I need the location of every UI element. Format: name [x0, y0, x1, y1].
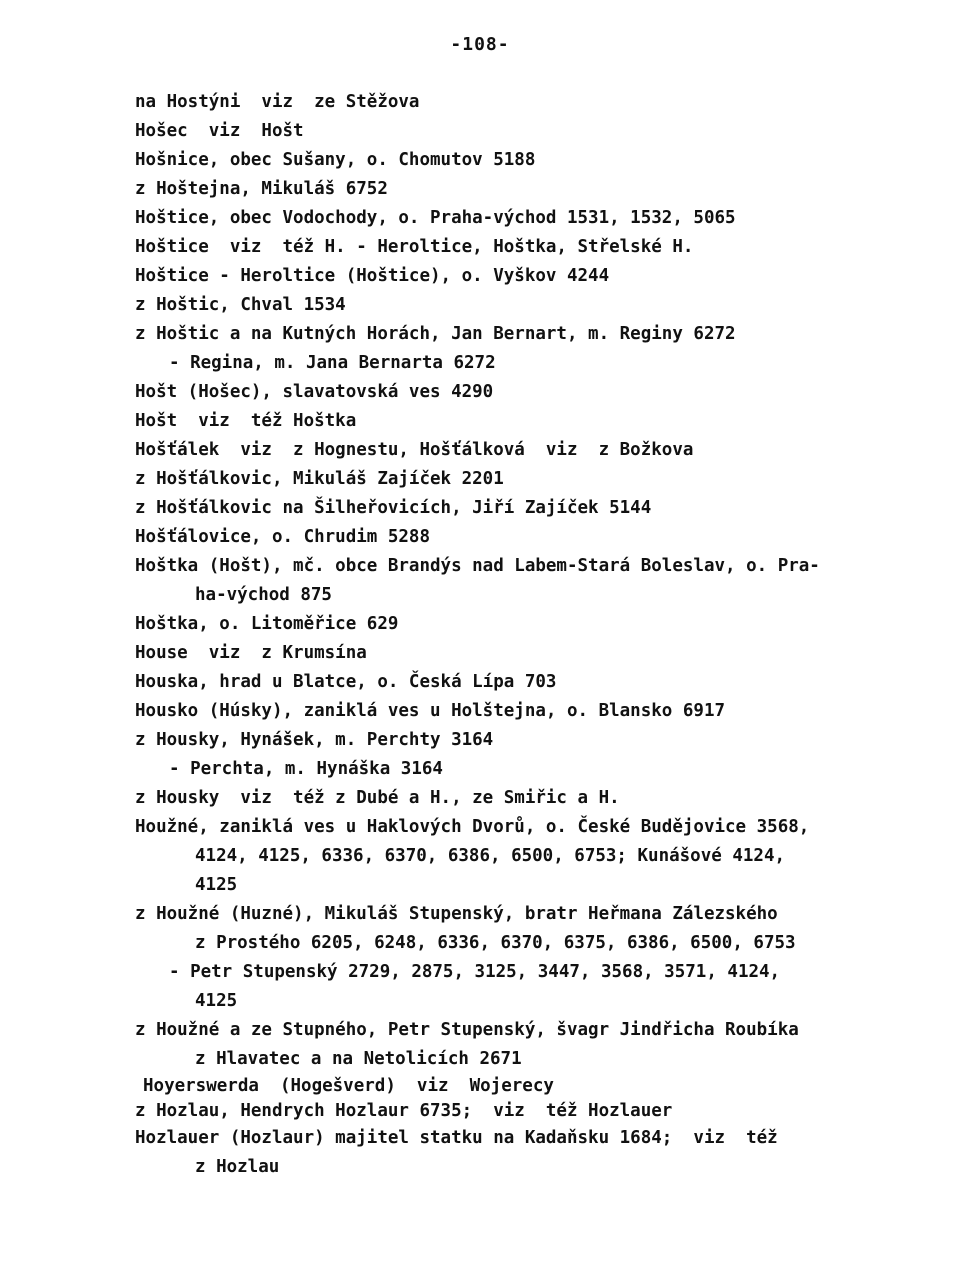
index-entry: z Hoštejna, Mikuláš 6752 — [135, 179, 388, 199]
index-entry-continuation: z Prostého 6205, 6248, 6336, 6370, 6375, 6386, 6500, 6753 — [195, 933, 796, 953]
index-entry-continuation: ha-východ 875 — [195, 585, 332, 605]
index-entry: na Hostýni viz ze Stěžova — [135, 92, 420, 112]
index-entries — [135, 88, 895, 1182]
index-entry: z Hošťálkovic na Šilheřovicích, Jiří Zajíček 5144 — [135, 498, 652, 518]
index-entry-continuation: 4124, 4125, 6336, 6370, 6386, 6500, 6753; Kunášové 4124, — [195, 846, 786, 866]
index-entry: Hoštka, o. Litoměřice 629 — [135, 614, 399, 634]
index-entry: z Hoštic, Chval 1534 — [135, 295, 346, 315]
index-entry: Hoštice, obec Vodochody, o. Praha-východ 1531, 1532, 5065 — [135, 208, 736, 228]
index-entry: Hoštice viz též H. - Heroltice, Hoštka, Střelské H. — [135, 237, 694, 257]
index-entry-continuation: - Regina, m. Jana Bernarta 6272 — [169, 353, 496, 373]
index-entry: z Hoštic a na Kutných Horách, Jan Bernart, m. Reginy 6272 — [135, 324, 736, 344]
index-entry: Hošec viz Hošt — [135, 121, 304, 141]
index-entry: z Hošťálkovic, Mikuláš Zajíček 2201 — [135, 469, 504, 489]
index-entry-continuation: - Perchta, m. Hynáška 3164 — [169, 759, 443, 779]
index-entry: Housko (Húsky), zaniklá ves u Holštejna, o. Blansko 6917 — [135, 701, 726, 721]
index-entry: House viz z Krumsína — [135, 643, 367, 663]
index-entry: Hošťálovice, o. Chrudim 5288 — [135, 527, 431, 547]
index-entry-continuation: - Petr Stupenský 2729, 2875, 3125, 3447, 3568, 3571, 4124, — [169, 962, 781, 982]
index-entry: Hoštice - Heroltice (Hoštice), o. Vyškov 4244 — [135, 266, 610, 286]
index-entry: Hošt viz též Hoštka — [135, 411, 357, 431]
index-entry: Hoštka (Hošt), mč. obce Brandýs nad Labem-Stará Boleslav, o. Pra- — [135, 556, 820, 576]
index-entry: z Houžné (Huzné), Mikuláš Stupenský, bratr Heřmana Zálezského — [135, 904, 778, 924]
index-entry: Hozlauer (Hozlaur) majitel statku na Kadaňsku 1684; viz též — [135, 1128, 778, 1148]
index-entry-continuation: z Hlavatec a na Netolicích 2671 — [195, 1049, 522, 1069]
index-entry: Hoyerswerda (Hogešverd) viz Wojerecy — [143, 1076, 554, 1096]
index-entry-continuation: 4125 — [195, 991, 238, 1011]
index-entry: Hošťálek viz z Hognestu, Hošťálková viz z Božkova — [135, 440, 694, 460]
index-entry-continuation: 4125 — [195, 875, 238, 895]
index-entry: z Housky, Hynášek, m. Perchty 3164 — [135, 730, 494, 750]
index-entry: z Housky viz též z Dubé a H., ze Smiřic a H. — [135, 788, 620, 808]
index-entry: Houska, hrad u Blatce, o. Česká Lípa 703 — [135, 672, 557, 692]
index-entry: Hošt (Hošec), slavatovská ves 4290 — [135, 382, 494, 402]
index-entry: Hošnice, obec Sušany, o. Chomutov 5188 — [135, 150, 536, 170]
index-entry: z Hozlau, Hendrych Hozlaur 6735; viz též Hozlauer — [135, 1101, 673, 1121]
index-entry: Houžné, zaniklá ves u Haklových Dvorů, o. České Budějovice 3568, — [135, 817, 810, 837]
index-entry-continuation: z Hozlau — [195, 1157, 280, 1177]
page-number: -108- — [450, 34, 510, 55]
index-entry: z Houžné a ze Stupného, Petr Stupenský, švagr Jindřicha Roubíka — [135, 1020, 799, 1040]
